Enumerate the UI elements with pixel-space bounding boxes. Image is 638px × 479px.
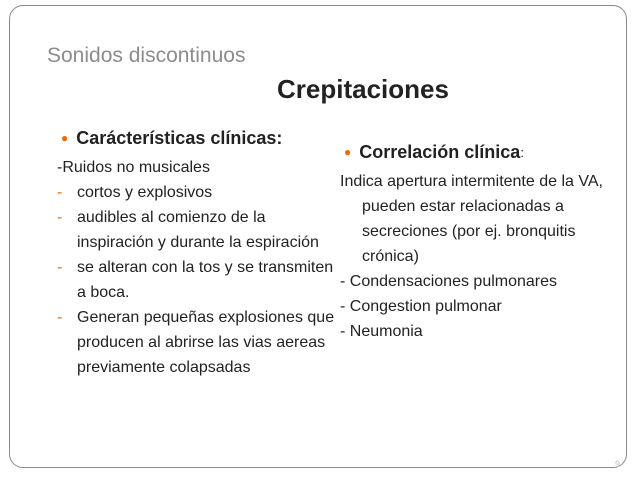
dash-icon: - — [57, 259, 63, 276]
main-title: Crepitaciones — [277, 74, 449, 104]
clinical-correlation-heading — [344, 140, 620, 165]
bullet-dot-icon: ● — [61, 131, 69, 145]
list-item: -Ruidos no musicales — [57, 159, 210, 176]
list-item-text: Generan pequeñas explosiones que producen al abrirse las vias aereas previamente colapsadas — [77, 309, 335, 376]
list-item-text: se alteran con la tos y se transmiten a boca. — [77, 259, 334, 301]
list-item: - Condensaciones pulmonares — [340, 273, 558, 290]
list-item — [57, 205, 345, 255]
dash-icon: - — [57, 184, 63, 201]
bullet-dot-icon: ● — [344, 145, 352, 159]
list-item: - Neumonia — [340, 323, 423, 340]
clinical-correlation-heading-text: Correlación clínica — [359, 142, 521, 162]
clinical-features-heading-text: Carácterísticas clínicas: — [76, 128, 283, 148]
clinical-features-column — [55, 126, 345, 380]
list-item — [57, 255, 345, 305]
dash-icon: - — [57, 309, 63, 326]
dash-icon: - — [57, 209, 63, 226]
list-item — [57, 180, 345, 205]
section-title: Sonidos discontinuos — [47, 44, 246, 67]
list-item-text: audibles al comienzo de la inspiración y durante la espiración — [77, 209, 319, 251]
heading-colon: : — [520, 145, 524, 160]
slide-number: 9 — [614, 459, 620, 469]
list-item-text: cortos y explosivos — [77, 184, 213, 201]
clinical-correlation-column — [340, 140, 620, 344]
clinical-features-heading — [61, 126, 345, 151]
list-item: - Congestion pulmonar — [340, 298, 502, 315]
list-item — [57, 305, 345, 380]
correlation-intro: Indica apertura intermitente de la VA, pueden estar relacionadas a secreciones (por ej. bronquitis crónica) — [340, 173, 603, 265]
